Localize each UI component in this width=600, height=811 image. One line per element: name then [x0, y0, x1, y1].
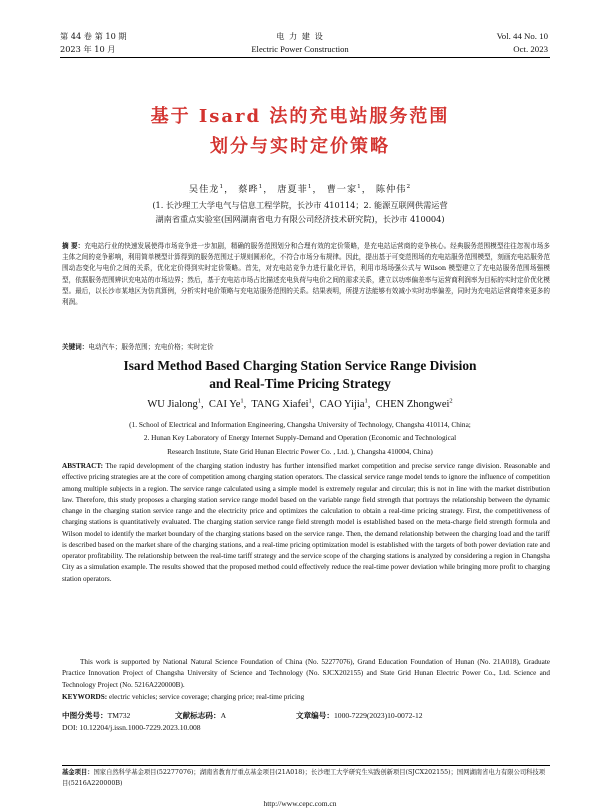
affiliation-en-line2: 2. Hunan Key Laboratory of Energy Internet Supply-Demand and Operation (Economic and Technological: [143, 433, 457, 442]
doc-code-value: A: [220, 711, 227, 720]
authors-en: WU Jialong$^1$, CAI Ye$^1$, TANG Xiafei$^1$, CAO Yijia$^1$, CHEN Zhongwei$^2$: [147, 397, 453, 410]
footnote-rule: [62, 765, 550, 766]
author-cn: 唐夏菲: [277, 184, 308, 195]
keywords-en: [62, 692, 550, 703]
abstract-cn-text: 充电站行业的快速发展使得市场竞争进一步加剧，精确的服务范围划分和合理有效的定价策略，是充电站运营商的竞争核心。经典服务范围模型往往忽视市场多主体之间的竞争影响，利用简单模型计算得到的服务范围过于规则圆形化，不符合市场分布规律。因此，提出基于可变范围场的充电站服务范围模型，刻画充电站服务范围动态变化与电价之间的关系，优化定价得到实时定价策略。首先，对充电站竞争力进行量化评估，利用市场场强公式与 Wilson 模型建立了充电站服务范围场强模型，依据服务范围辨识充电站的市场边界；然后，基于充电站市场占比描述充电负荷与电价之间的需求关系，建立以功率偏差率与运营商利润率为目标的实时定价优化模型。最后，以长沙市某地区为仿真算例，分析实时电价策略与充电站服务范围的关系。结果表明，所提方法能够有效减小实时功率偏差，同时为充电站运营商带来更多的利润。: [62, 242, 551, 307]
header-volume-cn: 第 44 卷 第 10 期: [60, 31, 127, 41]
footnote-label: 基金项目：: [62, 769, 94, 776]
support-en: This work is supported by National Natural Science Foundation of China (No. 52277076), Grand Education Foundation of Hunan (No. 21A018), Graduate Practice Innovation Project of Changsha University of Science and Technology (No. SJCX202155) and State Grid Hunan Electric Power Co., Ltd. Science and Technology Project (No. 5216A220000B).: [62, 658, 550, 689]
affiliation-en-line1: (1. School of Electrical and Information Engineering, Changsha University of Technology, Changsha 410114, China;: [129, 420, 471, 429]
article-no-line: [296, 710, 423, 721]
header-date-en: Oct. 2023: [513, 44, 548, 54]
clc-line: [62, 710, 130, 721]
author-cn: 陈仲伟: [375, 184, 407, 195]
authors-cn: 吴佳龙$^1$， 蔡晔$^1$， 唐夏菲$^1$， 曹一家$^1$， 陈仲伟$^2$: [188, 183, 412, 195]
header-journal-cn: 电 力 建 设: [276, 31, 324, 41]
author-en: CAO Yijia: [319, 399, 365, 410]
header-rule: [60, 57, 550, 58]
author-en: TANG Xiafei: [251, 399, 309, 410]
abstract-en: [62, 461, 550, 585]
author-en: CAI Ye: [208, 399, 241, 410]
abstract-cn-label: 摘 要：: [62, 242, 85, 250]
affiliation-cn-line1: (1. 长沙理工大学电气与信息工程学院，长沙市 410114；2. 能源互联网供需运营: [152, 200, 448, 210]
doc-code-line: [175, 710, 226, 721]
article-no-value: 1000-7229(2023)10-0072-12: [333, 711, 423, 720]
title-en-line1: Isard Method Based Charging Station Service Range Division: [123, 358, 477, 373]
footer-url: http://www.cepc.com.cn: [263, 799, 337, 808]
author-cn: 吴佳龙: [188, 184, 220, 195]
keywords-en-label: KEYWORDS:: [62, 693, 108, 701]
title-en-line2: and Real-Time Pricing Strategy: [209, 376, 391, 391]
header-journal-en: Electric Power Construction: [251, 44, 349, 54]
header-date-cn: 2023 年 10 月: [60, 44, 116, 54]
author-cn: 曹一家: [326, 184, 358, 195]
clc-label: 中图分类号：: [62, 711, 108, 720]
header-volume-en: Vol. 44 No. 10: [496, 31, 548, 41]
abstract-cn: [62, 241, 550, 308]
affiliation-cn-line2: 湖南省重点实验室(国网湖南省电力有限公司经济技术研究院)，长沙市 410004): [155, 214, 445, 224]
keywords-cn: [62, 342, 550, 353]
article-no-label: 文章编号：: [296, 711, 334, 720]
doi-label: DOI:: [62, 723, 80, 732]
doi-value: 10.12204/j.issn.1000-7229.2023.10.008: [79, 723, 201, 732]
author-cn: 蔡晔: [238, 184, 259, 195]
clc-value: TM732: [107, 711, 131, 720]
affiliation-en-line3: Research Institute, State Grid Hunan Electric Power Co. , Ltd. ), Changsha 410004, China): [167, 447, 433, 456]
title-cn-line1: 基于 Isard 法的充电站服务范围: [150, 106, 450, 127]
author-en: CHEN Zhongwei: [375, 399, 450, 410]
keywords-cn-label: 关键词：: [62, 343, 89, 351]
abstract-en-label: ABSTRACT:: [62, 462, 104, 470]
keywords-cn-text: 电动汽车；服务范围；充电价格；实时定价: [88, 343, 214, 351]
title-cn-line2: 划分与实时定价策略: [210, 136, 390, 157]
keywords-en-text: electric vehicles; service coverage; charging price; real-time pricing: [107, 693, 305, 701]
doi-line: [62, 723, 201, 732]
abstract-en-text: The rapid development of the charging station industry has further intensified market competition and precise service range division. Reasonable and effective pricing strategies are at the core of competition among charging station operators. The classical service range model tends to ignore the influence of competition among multiple subjects in a region. The service range calculated using a simple model is extremely regular and circular; this is not in line with the market distribution law. Therefore, this study proposes a charging station service range model based on the variable range field strength that portrays the relationship between the dynamic change in the charging station service range and the electricity price and optimizes the calculation to obtain a real-time pricing strategy. First, the competitiveness of charging stations is quantitatively evaluated. The charging station service range field strength model is established based on the meta-charge field strength formula and Wilson model to identify the market boundary of the charging stations based on the service range. Then, the demand relationship between the charging load and the tariff is described based on the market share of the charging stations, and a real-time pricing optimization model is established with the targets of both power deviation rate and operator profitability. The relationship between the real-time tariff strategy and the service scope of the charging stations is analyzed by considering a region in Changsha City as a simulation example. The results showed that the proposed method could effectively reduce the real-time power deviation while bringing more profit to charging station operators.: [62, 462, 550, 583]
footnote-text: 国家自然科学基金项目(52277076)；湖南省教育厅重点基金项目(21A018)；长沙理工大学研究生实践创新项目(SJCX202155)；国网湖南省电力有限公司科技项目(5216A220000B): [62, 769, 546, 787]
footnote: [62, 768, 550, 789]
author-en: WU Jialong: [147, 399, 198, 410]
doc-code-label: 文献标志码：: [175, 711, 221, 720]
